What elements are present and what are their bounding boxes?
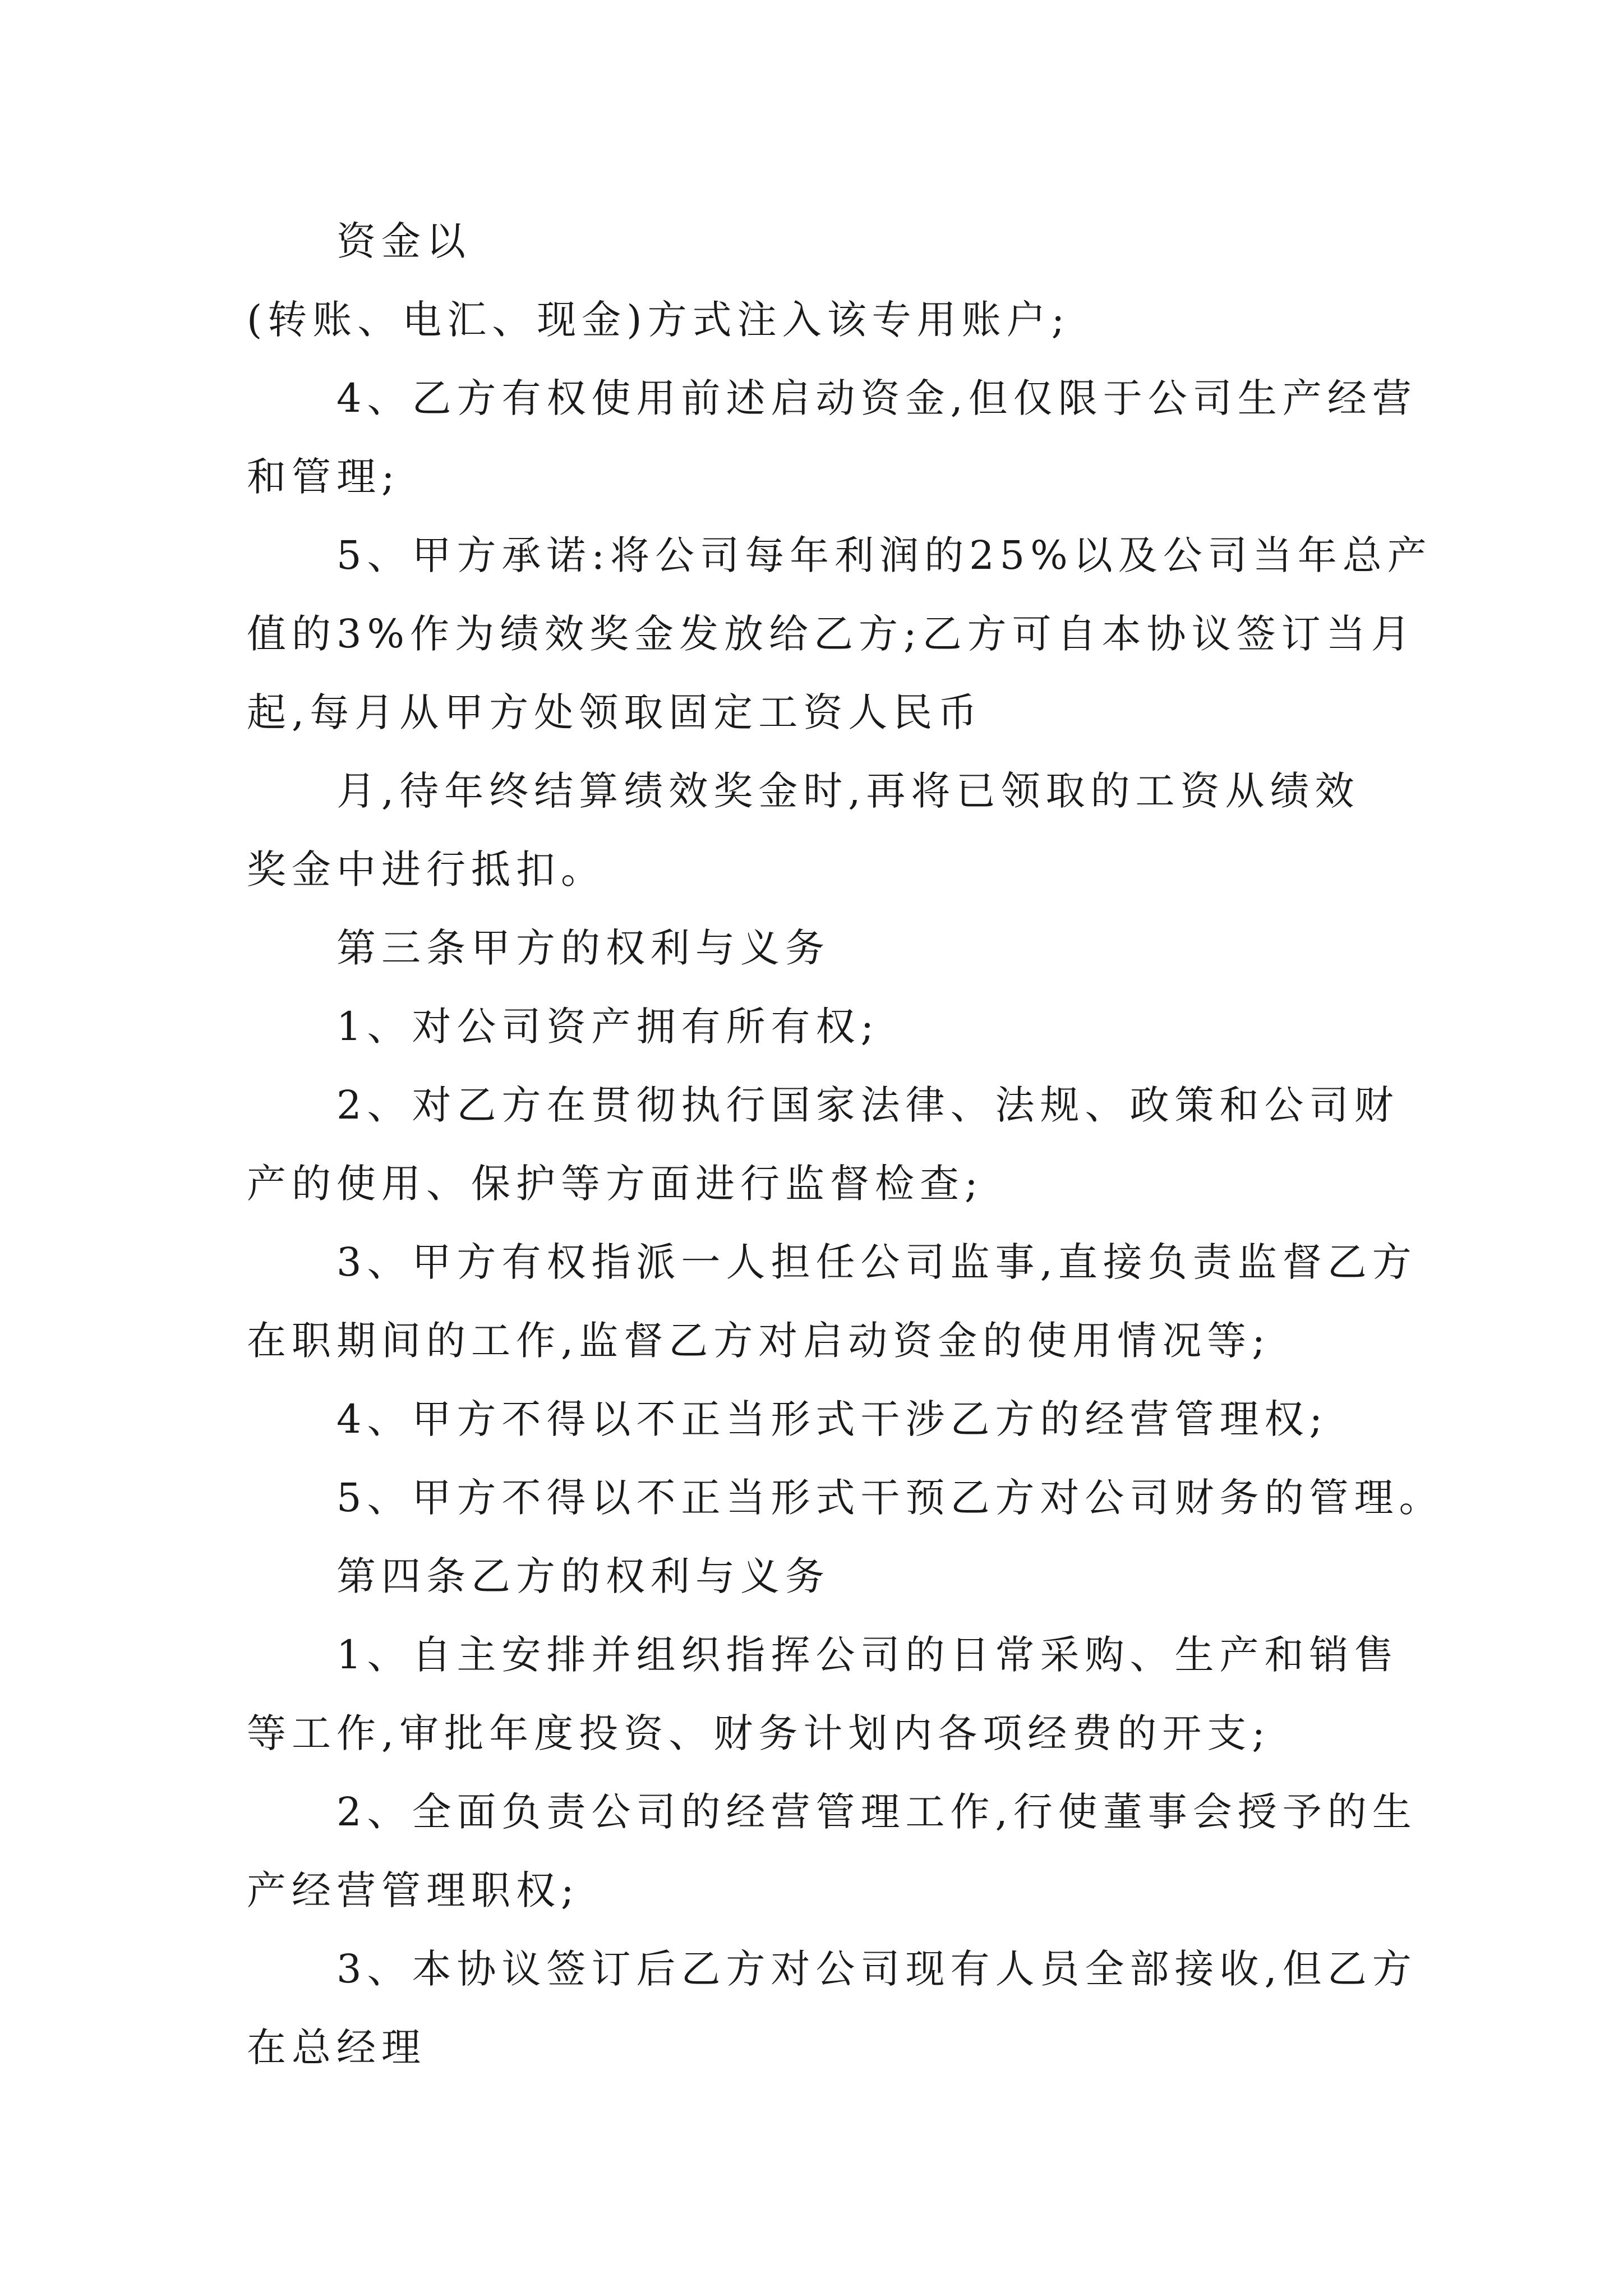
text-line-3: 4、乙方有权使用前述启动资金,但仅限于公司生产经营 xyxy=(336,375,1417,421)
text-line-13: 产的使用、保护等方面进行监督检查; xyxy=(247,1161,984,1207)
text-line-15: 在职期间的工作,监督乙方对启动资金的使用情况等; xyxy=(247,1318,1271,1364)
text-line-22: 产经营管理职权; xyxy=(247,1867,580,1913)
text-line-21: 2、全面负责公司的经营管理工作,行使董事会授予的生 xyxy=(336,1789,1417,1835)
text-line-7: 起,每月从甲方处领取固定工资人民币 xyxy=(247,689,983,735)
text-line-8: 月,待年终结算绩效奖金时,再将已领取的工资从绩效 xyxy=(336,768,1360,814)
text-line-14: 3、甲方有权指派一人担任公司监事,直接负责监督乙方 xyxy=(336,1239,1417,1285)
text-line-5: 5、甲方承诺:将公司每年利润的25%以及公司当年总产 xyxy=(336,532,1432,578)
text-line-19: 1、自主安排并组织指挥公司的日常采购、生产和销售 xyxy=(336,1632,1399,1678)
section-heading-3: 第三条甲方的权利与义务 xyxy=(336,925,830,971)
text-line-1: 资金以 xyxy=(336,218,471,264)
text-line-2: (转账、电汇、现金)方式注入该专用账户; xyxy=(247,297,1071,343)
text-line-6: 值的3%作为绩效奖金发放给乙方;乙方可自本协议签订当月 xyxy=(247,611,1416,657)
text-line-4: 和管理; xyxy=(247,454,400,500)
text-line-17: 5、甲方不得以不正当形式干预乙方对公司财务的管理。 xyxy=(336,1475,1444,1521)
section-heading-4: 第四条乙方的权利与义务 xyxy=(336,1553,830,1599)
text-line-16: 4、甲方不得以不正当形式干涉乙方的经营管理权; xyxy=(336,1396,1329,1442)
text-line-12: 2、对乙方在贯彻执行国家法律、法规、政策和公司财 xyxy=(336,1082,1399,1128)
text-line-24: 在总经理 xyxy=(247,2024,426,2070)
text-line-20: 等工作,审批年度投资、财务计划内各项经费的开支; xyxy=(247,1710,1271,1756)
text-line-11: 1、对公司资产拥有所有权; xyxy=(336,1004,880,1050)
text-line-9: 奖金中进行抵扣。 xyxy=(247,846,606,892)
text-line-23: 3、本协议签订后乙方对公司现有人员全部接收,但乙方 xyxy=(336,1946,1417,1992)
